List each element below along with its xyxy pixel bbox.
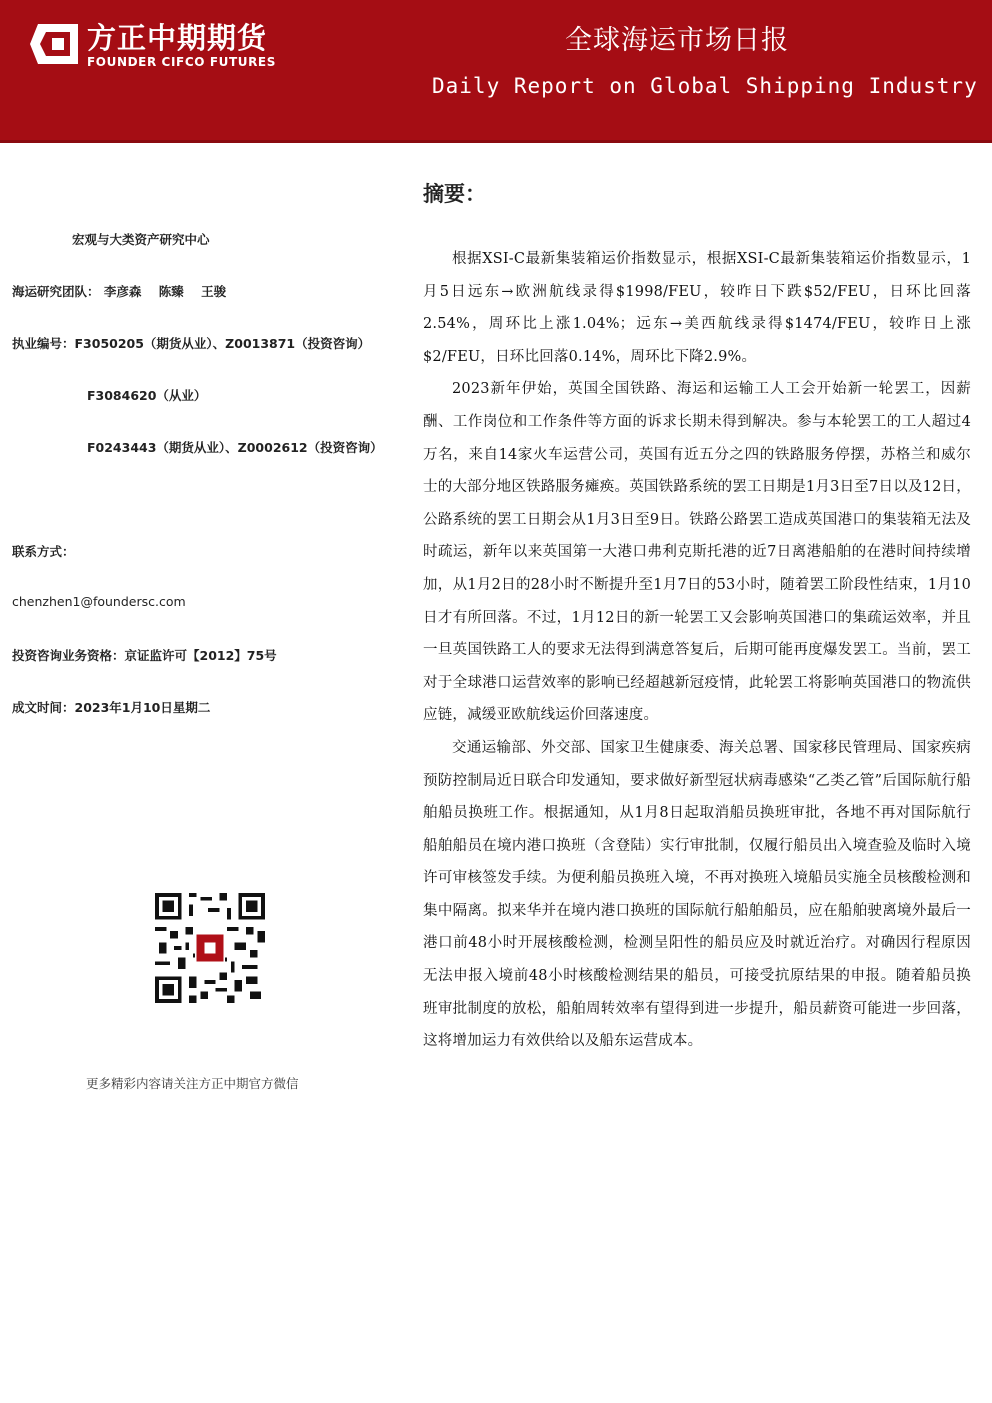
department-name: 宏观与大类资产研究中心 bbox=[72, 232, 210, 247]
team-member: 陈臻 bbox=[158, 284, 184, 299]
date-line: 成文时间：2023年1月10日星期二 bbox=[12, 700, 211, 715]
summary-paragraph: 根据XSI-C最新集装箱运价指数显示，根据XSI-C最新集装箱运价指数显示，1月5日远东→欧洲航线录得$1998/FEU，较昨日下跌$52/FEU，日环比回落2.54%，周环比上涨1.04%；远东→美西航线录得$1474/FEU，较昨日上涨$2/FEU，日环比回落0.14%，周环比下降2.9%。 bbox=[423, 251, 971, 365]
summary-paragraph: 交通运输部、外交部、国家卫生健康委、海关总署、国家移民管理局、国家疾病预防控制局近日联合印发通知，要求做好新型冠状病毒感染“乙类乙管”后国际航行船舶船员换班工作。根据通知，从1月8日起取消船员换班审批，各地不再对国际航行船舶船员在境内港口换班（含登陆）实行审批制，仅履行船员出入境查验及临时入境许可审核签发手续。为便利船员换班入境，不再对换班入境船员实施全员核酸检测和集中隔离。拟来华并在境内港口换班的国际航行船舶船员，应在船舶驶离境外最后一港口前48小时开展核酸检测，检测呈阳性的船员应及时就近治疗。对确因行程原因无法申报入境前48小时核酸检测结果的船员，可接受抗原结果的申报。随着船员换班审批制度的放松，船舶周转效率有望得到进一步提升，船员薪资可能进一步回落，这将增加运力有效供给以及船东运营成本。 bbox=[423, 739, 971, 1050]
logo-english-name: FOUNDER CIFCO FUTURES bbox=[87, 55, 276, 69]
logo-chinese-name: 方正中期期货 bbox=[87, 21, 268, 55]
license-line bbox=[12, 334, 370, 352]
founder-logo-icon bbox=[28, 18, 80, 70]
team-line bbox=[12, 282, 239, 300]
summary-paragraph: 2023新年伊始，英国全国铁路、海运和运输工人工会开始新一轮罢工，因薪酬、工作岗位和工作条件等方面的诉求长期未得到解决。参与本轮罢工的工人超过4万名，来自14家火车运营公司，英国有近五分之四的铁路服务停摆，苏格兰和威尔士的大部分地区铁路服务瘫痪。英国铁路系统的罢工日期是1月3日至7日以及12日，公路系统的罢工日期会从1月3日至9日。铁路公路罢工造成英国港口的集装箱无法及时疏运，新年以来英国第一大港口弗利克斯托港的近7日离港船舶的在港时间持续增加，从1月2日的28小时不断提升至1月7日的53小时，随着罢工阶段性结束，1月10日才有所回落。不过，1月12日的新一轮罢工又会影响英国港口的集疏运效率，并且一旦英国铁路工人的要求无法得到满意答复后，后期可能再度爆发罢工。当前，罢工对于全球港口运营效率的影响已经超越新冠疫情，此轮罢工将影响英国港口的物流供应链，减缓亚欧航线运价回落速度。 bbox=[423, 381, 971, 724]
team-member: 李彦森 bbox=[103, 284, 142, 299]
wechat-qr-code-icon bbox=[155, 893, 265, 1003]
team-member: 王骏 bbox=[201, 284, 227, 299]
summary-section bbox=[423, 178, 971, 1058]
contact-label: 联系方式： bbox=[12, 544, 75, 559]
qualification-line: 投资咨询业务资格：京证监许可【2012】75号 bbox=[12, 648, 277, 663]
report-title-chinese: 全球海运市场日报 bbox=[565, 25, 789, 56]
contact-email[interactable]: chenzhen1@foundersc.com bbox=[12, 594, 186, 609]
qr-caption: 更多精彩内容请关注方正中期官方微信 bbox=[86, 1076, 299, 1091]
license-label: 执业编号： bbox=[12, 336, 75, 351]
report-header bbox=[0, 0, 992, 143]
summary-heading: 摘要： bbox=[423, 182, 486, 206]
license-number: F3084620（从业） bbox=[87, 388, 207, 403]
report-title-english: Daily Report on Global Shipping Industry bbox=[432, 74, 978, 98]
license-number: F3050205（期货从业）、Z0013871（投资咨询） bbox=[74, 336, 371, 351]
license-number: F0243443（期货从业）、Z0002612（投资咨询） bbox=[87, 440, 383, 455]
team-label: 海运研究团队： bbox=[12, 284, 100, 299]
